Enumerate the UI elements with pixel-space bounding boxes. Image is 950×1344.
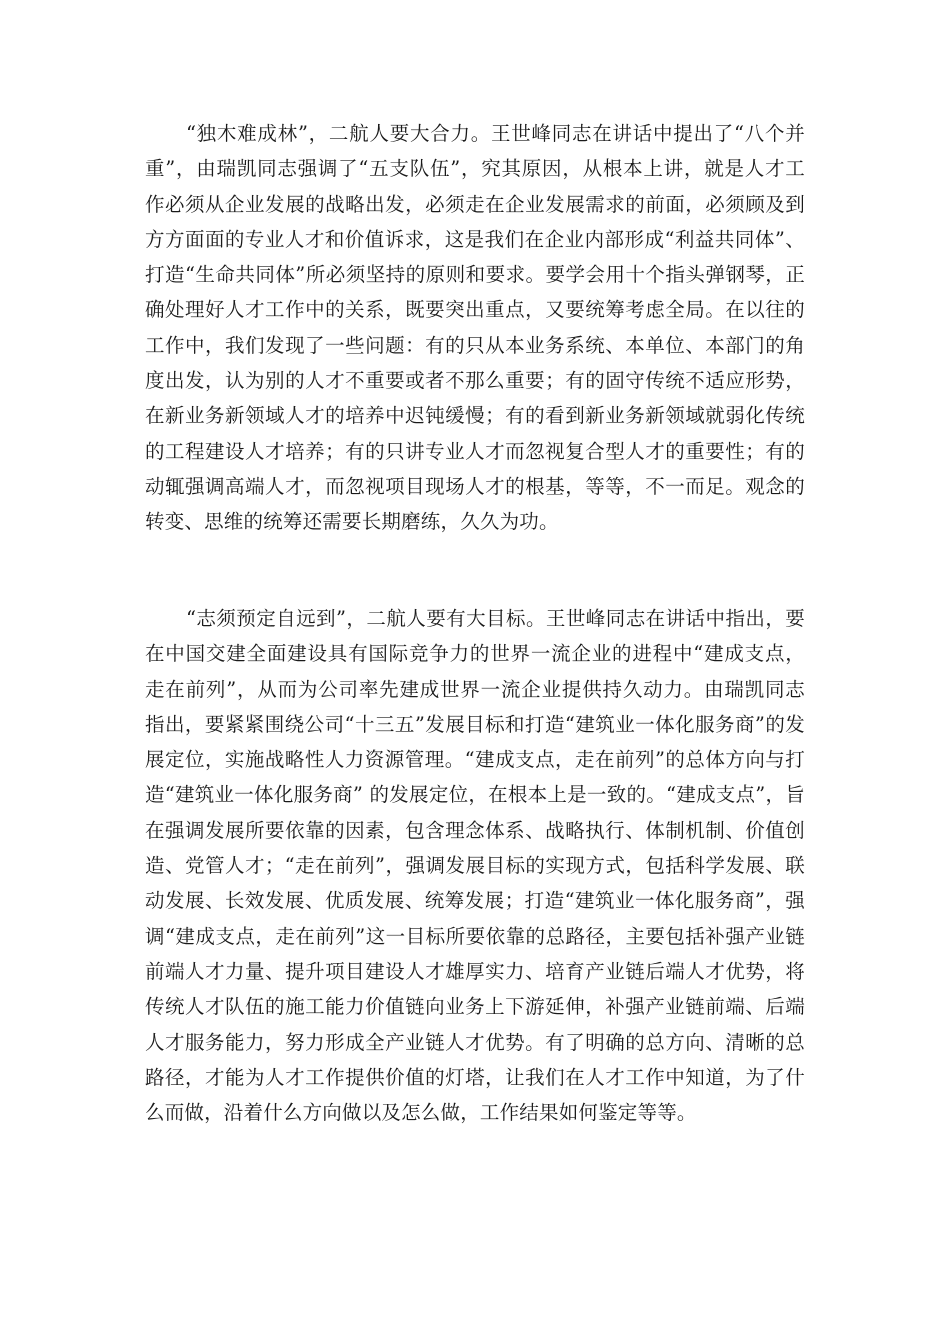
paragraph-2: “志须预定自远到”，二航人要有大目标。王世峰同志在讲话中指出，要在中国交建全面建设具有国际竞争力的世界一流企业的进程中“建成支点，走在前列”，从而为公司率先建成世界一流企业提供持久动力。由瑞凯同志指出，要紧紧围绕公司“十三五”发展目标和打造“建筑业一体化服务商”的发展定位，实施战略性人力资源管理。“建成支点，走在前列”的总体方向与打造“建筑业一体化服务商” 的发展定位，在根本上是一致的。“建成支点”，旨在强调发展所要依靠的因素，包含理念体系、战略执行、体制机制、价值创造、党管人才；“走在前列”，强调发展目标的实现方式，包括科学发展、联动发展、长效发展、优质发展、统筹发展；打造“建筑业一体化服务商”，强调“建成支点，走在前列”这一目标所要依靠的总路径，主要包括补强产业链前端人才力量、提升项目建设人才雄厚实力、培育产业链后端人才优势，将传统人才队伍的施工能力价值链向业务上下游延伸，补强产业链前端、后端人才服务能力，努力形成全产业链人才优势。有了明确的总方向、清晰的总路径，才能为人才工作提供价值的灯塔，让我们在人才工作中知道，为了什么而做，沿着什么方向做以及怎么做，工作结果如何鉴定等等。 bbox=[145, 607, 805, 1125]
paragraph-1: “独木难成林”，二航人要大合力。王世峰同志在讲话中提出了“八个并重”，由瑞凯同志强调了“五支队伍”，究其原因，从根本上讲，就是人才工作必须从企业发展的战略出发，必须走在企业发展需求的前面，必须顾及到方方面面的专业人才和价值诉求，这是我们在企业内部形成“利益共同体”、打造“生命共同体”所必须坚持的原则和要求。要学会用十个指头弹钢琴，正确处理好人才工作中的关系，既要突出重点，又要统筹考虑全局。在以往的工作中，我们发现了一些问题：有的只从本业务系统、本单位、本部门的角度出发，认为别的人才不重要或者不那么重要；有的固守传统不适应形势，在新业务新领域人才的培养中迟钝缓慢；有的看到新业务新领域就弱化传统的工程建设人才培养；有的只讲专业人才而忽视复合型人才的重要性；有的动辄强调高端人才，而忽视项目现场人才的根基，等等，不一而足。观念的转变、思维的统筹还需要长期磨练，久久为功。 bbox=[145, 122, 805, 534]
